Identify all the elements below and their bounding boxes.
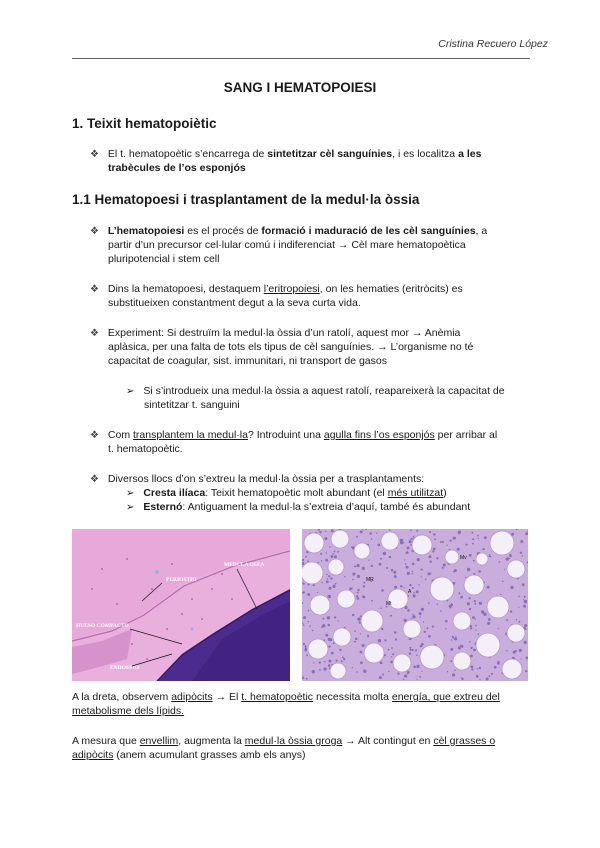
sub-bullet-reaparicio-line2: sintetitzar t. sanguini (144, 399, 240, 411)
bullet-llocs: ❖ Diversos llocs d’on s’extreu la medul·la òssia per a trasplantaments: (90, 473, 425, 485)
caption-adipocits: A la dreta, observem adipòcits → El t. hematopoètic necessita molta energía, que extreu del (72, 691, 500, 703)
diamond-bullet-icon: ❖ (90, 474, 99, 485)
section-heading-1: 1. Teixit hematopoiètic (72, 116, 217, 131)
bullet-transplantament-line2: t. hematopoètic. (108, 443, 183, 455)
bullet-hematopoiesi-line2: partir d’un precursor cel·lular comú i indiferenciat → Cèl mare hematopoètica (108, 239, 466, 251)
arrowhead-bullet-icon: ➢ (126, 386, 135, 397)
arrowhead-bullet-icon: ➢ (126, 488, 135, 499)
label-mv: Mv (460, 555, 467, 561)
label-hueso-compacto: HUESO COMPACTO (76, 623, 129, 629)
arrowhead-bullet-icon: ➢ (126, 502, 135, 513)
sub-bullet-cresta-iliaca: ➢ Cresta ilíaca: Teixit hematopoètic molt abundant (el més utilitzat) (126, 487, 447, 499)
label-endostio: ENDOSTIO (110, 665, 140, 671)
diamond-bullet-icon: ❖ (90, 226, 99, 237)
bullet-hematopoiesi-line3: pluripotencial i stem cell (108, 253, 220, 265)
document-title: SANG I HEMATOPOIESI (223, 80, 377, 95)
diamond-bullet-icon: ❖ (90, 430, 99, 441)
header-rule (72, 58, 530, 59)
diamond-bullet-icon: ❖ (90, 284, 99, 295)
author-name: Cristina Recuero López (438, 38, 548, 50)
label-medula-osea: MEDULA OSEA (224, 562, 265, 568)
section-heading-1-1: 1.1 Hematopoesi i trasplantament de la medul·la òssia (72, 192, 420, 207)
bullet-eritropoiesi-line2: substitueixen constantment degut a la seva curta vida. (108, 297, 361, 309)
bullet-experiment: ❖ Experiment: Si destruïm la medul·la òssia d’un ratolí, aquest mor → Anèmia (90, 327, 461, 339)
sub-bullet-reaparicio: ➢ Si s’introdueix una medul·la òssia a aquest ratolí, reapareixerà la capacitat de (126, 385, 505, 397)
label-periostio: PERIOSTIO (166, 577, 197, 583)
bullet-hematopoiesi: ❖ L’hematopoiesi es el procés de formació i maduració de les cèl sanguínies, a (90, 225, 488, 237)
caption-adipocits-line2: metabolisme dels lípids. (72, 705, 185, 717)
bone-marrow-illustration (302, 529, 528, 681)
bullet-teixit-line2: trabècules de l’os esponjós (108, 162, 246, 174)
bone-marrow-histology-image (302, 529, 528, 681)
diamond-bullet-icon: ❖ (90, 328, 99, 339)
label-a: A (408, 589, 412, 595)
caption-envellim-line2: adipòcits (anem acumulant grasses amb els anys) (72, 749, 306, 761)
bullet-transplantament: ❖ Com transplantem la medul·la? Introduint una agulla fins l’os esponjós per arribar al (90, 429, 498, 441)
label-mt: Mt (386, 601, 392, 607)
bullet-experiment-line2: aplàsica, per una falta de tots els tipus de cèl sanguínies. → L’organisme no té (108, 341, 474, 353)
bullet-eritropoiesi: ❖ Dins la hematopoesi, destaquem l’eritropoiesi, on les hematies (eritròcits) es (90, 283, 463, 295)
label-mr: MR (366, 577, 374, 583)
bone-histology-illustration (72, 529, 290, 681)
bone-histology-image (72, 529, 290, 681)
bullet-experiment-line3: capacitat de coagular, sist. immunitari, ni transport de gasos (108, 355, 387, 367)
diamond-bullet-icon: ❖ (90, 149, 99, 160)
sub-bullet-esterno: ➢ Esternó: Antiguament la medul·la s’extreia d’aquí, també és abundant (126, 501, 471, 513)
bullet-teixit: ❖ El t. hematopoètic s’encarrega de sintetitzar cèl sanguínies, i es localitza a les (90, 148, 482, 160)
caption-envellim: A mesura que envellim, augmenta la medul·la òssia groga → Alt contingut en cèl grasses o (72, 735, 496, 747)
